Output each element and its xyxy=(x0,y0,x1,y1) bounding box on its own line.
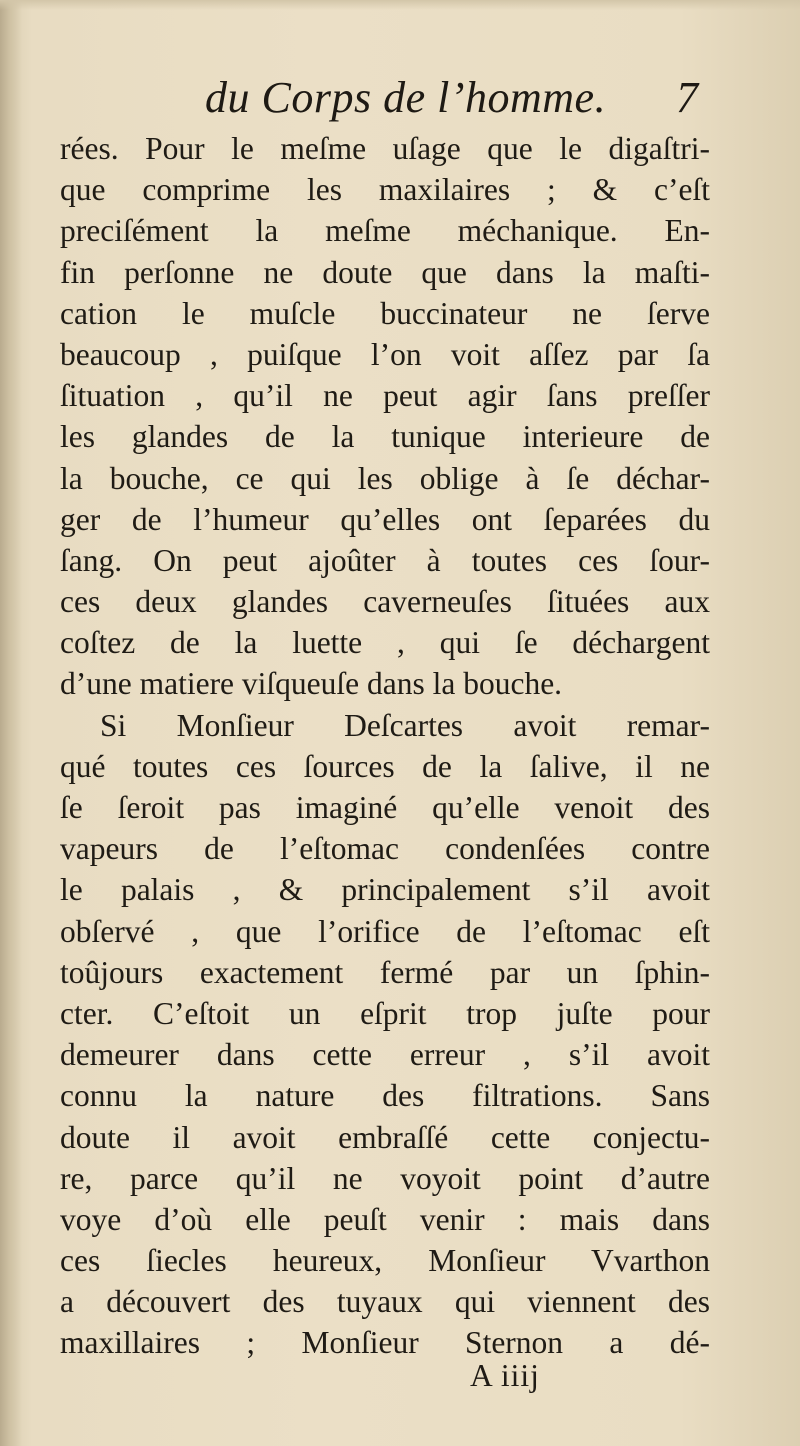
running-title: du Corps de l’homme. xyxy=(205,73,607,122)
text-line: demeurer dans cette erreur , s’il avoit xyxy=(60,1037,710,1073)
text-line: vapeurs de l’eſtomac condenſées contre xyxy=(60,831,710,867)
text-line: cation le muſcle buccinateur ne ſerve xyxy=(60,295,710,331)
text-line: ces ſiecles heureux, Monſieur Vvarthon xyxy=(60,1243,710,1279)
text-line: fin perſonne ne doute que dans la maſti- xyxy=(60,254,710,290)
text-line: qué toutes ces ſources de la ſalive, il ne xyxy=(60,748,710,784)
page-number: 7 xyxy=(676,73,698,122)
text-line: beaucoup , puiſque l’on voit aſſez par ſa xyxy=(60,336,710,372)
text-line: coſtez de la luette , qui ſe déchargent xyxy=(60,625,710,661)
text-line: obſervé , que l’orifice de l’eſtomac eſt xyxy=(60,913,710,949)
text-line: d’une matiere viſqueuſe dans la bouche. xyxy=(60,666,563,702)
text-line: re, parce qu’il ne voyoit point d’autre xyxy=(60,1160,710,1196)
paragraph-1 xyxy=(60,128,710,705)
page-header xyxy=(0,72,800,128)
text-line: ſe ſeroit pas imaginé qu’elle venoit des xyxy=(60,790,710,825)
text-line: que comprime les maxilaires ; & c’eſt xyxy=(60,172,710,208)
text-line: la bouche, ce qui les oblige à ſe déchar- xyxy=(60,460,710,496)
page-top-edge xyxy=(0,0,800,10)
text-line: maxillaires ; Monſieur Sternon a dé- xyxy=(60,1325,710,1361)
text-line: le palais , & principalement s’il avoit xyxy=(60,872,710,908)
text-line: preciſément la meſme méchanique. En- xyxy=(60,213,710,249)
text-line: cter. C’eſtoit un eſprit trop juſte pour xyxy=(60,995,710,1031)
text-line: ces deux glandes caverneuſes ſituées aux xyxy=(60,584,710,620)
text-line: ſituation , qu’il ne peut agir ſans preſſer xyxy=(60,378,710,414)
binding-gutter-shadow xyxy=(0,0,22,1446)
text-line: doute il avoit embraſſé cette conjectu- xyxy=(60,1119,710,1155)
text-line: Si Monſieur Deſcartes avoit remar- xyxy=(100,707,710,743)
text-line: a découvert des tuyaux qui viennent des xyxy=(60,1284,710,1320)
body-text xyxy=(60,128,710,1364)
paragraph-2 xyxy=(60,705,710,1364)
text-line: ger de l’humeur qu’elles ont ſeparées du xyxy=(60,501,710,537)
signature-mark: A iiij xyxy=(470,1358,540,1393)
text-line: voye d’où elle peuſt venir : mais dans xyxy=(60,1201,710,1237)
text-line: toûjours exactement fermé par un ſphin- xyxy=(60,954,710,990)
text-line: les glandes de la tunique interieure de xyxy=(60,419,710,455)
text-line: connu la nature des filtrations. Sans xyxy=(60,1078,710,1114)
text-line: rées. Pour le meſme uſage que le digaſtri- xyxy=(60,131,710,166)
text-line: ſang. On peut ajoûter à toutes ces ſour- xyxy=(60,542,710,578)
